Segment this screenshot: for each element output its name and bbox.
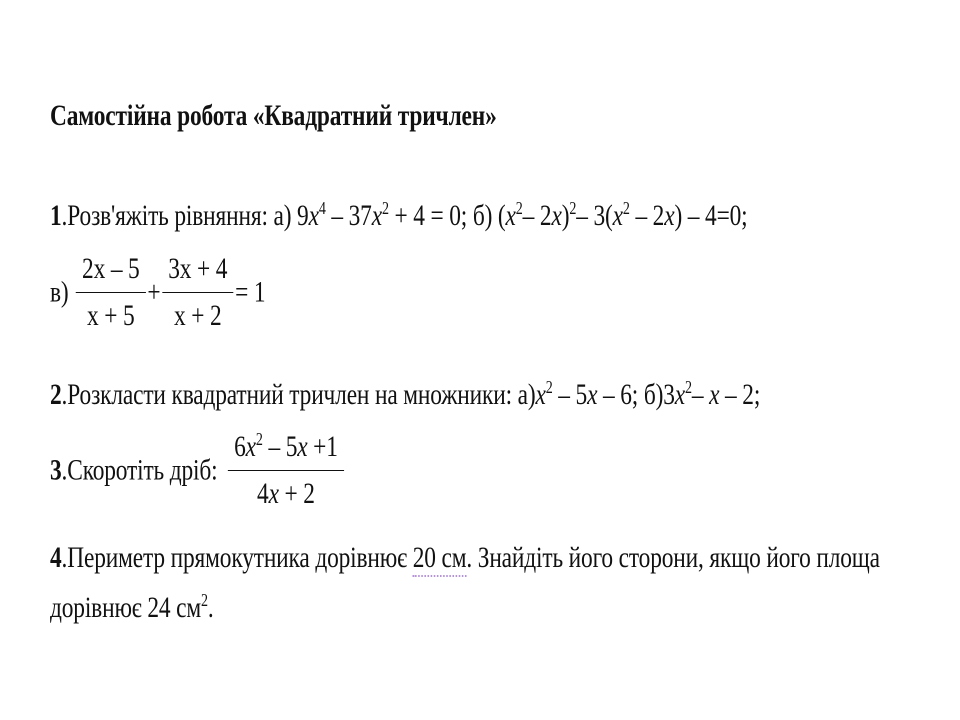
math-var: x: [664, 199, 675, 232]
fraction-numerator: [228, 430, 344, 471]
task-3-text: .Скоротіть дріб:: [61, 453, 218, 487]
math-exponent: 2: [569, 198, 577, 218]
math-var: x: [674, 378, 686, 411]
math-var: x: [612, 199, 623, 232]
math-var: x: [587, 378, 598, 411]
task-1-number: 1: [50, 199, 62, 232]
task-2-number: 2: [50, 378, 62, 411]
fraction-denominator: [228, 471, 344, 511]
math-text: – 2: [522, 199, 552, 232]
math-var: x: [308, 199, 319, 232]
fraction-3: [228, 430, 344, 511]
task-4-text: .: [207, 591, 214, 624]
fraction-numerator: 2x – 5: [76, 252, 146, 293]
math-exponent: 2: [685, 377, 692, 397]
task-1-part-label: в): [50, 275, 69, 309]
math-var: x: [505, 199, 516, 232]
math-text: 4: [257, 477, 269, 510]
task-3-number: 3: [50, 453, 62, 487]
math-var: x: [709, 378, 720, 411]
task-4-line-2: [50, 590, 214, 626]
math-text: – 37: [325, 199, 372, 232]
math-text: – 6; б)3: [597, 378, 675, 411]
task-4-line-1: [50, 540, 880, 576]
math-text: = 1: [235, 275, 266, 309]
task-1-line-2: [50, 252, 265, 333]
task-4-text: .Периметр прямокутника дорівнює: [61, 541, 413, 574]
fraction-denominator: x + 5: [87, 299, 135, 332]
math-text: + 2: [278, 477, 315, 510]
math-operator: +: [147, 275, 161, 309]
fraction-1: [76, 252, 146, 333]
task-2-text: .Розкласти квадратний тричлен на множники: а): [61, 378, 536, 411]
page-title: Самостійна робота «Квадратний тричлен»: [50, 99, 497, 132]
math-var: x: [535, 378, 546, 411]
math-text: + 4 = 0; б) (: [388, 199, 506, 232]
task-3-line: [50, 430, 346, 511]
math-text: – 5: [262, 430, 298, 463]
math-exponent: 2: [381, 198, 389, 218]
math-text: – 3(: [576, 199, 613, 232]
fraction-2: [162, 252, 234, 333]
math-exponent: 2: [255, 429, 263, 449]
math-text: +1: [307, 430, 338, 463]
fraction-numerator: 3x + 4: [162, 252, 234, 293]
math-exponent: 2: [545, 377, 553, 397]
math-var: x: [371, 199, 382, 232]
math-text: ) – 4=0;: [674, 199, 748, 232]
math-exponent: 2: [515, 198, 523, 218]
math-exponent: 2: [622, 198, 630, 218]
math-text: – 5: [552, 378, 588, 411]
task-4-text: . Знайдіть його сторони, якщо його площа: [466, 541, 880, 574]
task-2-line: [50, 377, 760, 413]
math-text: –: [691, 378, 710, 411]
task-4-text: дорівнює 24 см: [50, 591, 202, 624]
math-var: x: [268, 477, 279, 510]
spellcheck-underlined-text: 20 см: [413, 541, 467, 577]
math-var: x: [551, 199, 562, 232]
math-text: 6: [234, 430, 246, 463]
task-1-line-1: [50, 198, 748, 234]
math-text: ): [561, 199, 570, 232]
task-1-text: .Розв'яжіть рівняння: а) 9: [61, 199, 309, 232]
fraction-denominator: x + 2: [174, 299, 222, 332]
task-4-number: 4: [50, 541, 62, 574]
math-exponent: 2: [201, 590, 208, 610]
math-exponent: 4: [318, 198, 326, 218]
math-text: – 2;: [719, 378, 761, 411]
math-var: x: [245, 430, 256, 463]
math-var: x: [297, 430, 308, 463]
math-text: – 2: [629, 199, 665, 232]
